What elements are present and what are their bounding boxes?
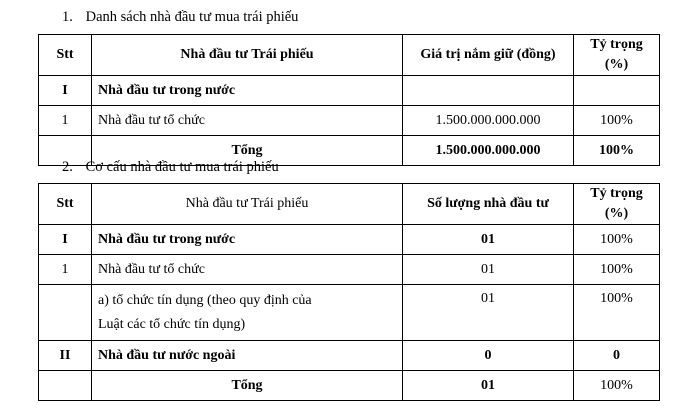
header-investor: Nhà đầu tư Trái phiếu [92, 35, 403, 76]
total-label: Tổng [92, 136, 403, 166]
row-stt: II [39, 341, 92, 371]
row-stt: I [39, 225, 92, 255]
row-stt: I [39, 76, 92, 106]
row-investor: Nhà đầu tư nước ngoài [92, 341, 403, 371]
row-investor-line: Luật các tổ chức tín dụng) [98, 317, 246, 332]
section-2-heading [62, 158, 279, 176]
header-investor: Nhà đầu tư Trái phiếu [92, 184, 403, 225]
row-ratio: 100% [574, 106, 660, 136]
header-count: Số lượng nhà đầu tư [403, 184, 574, 225]
row-ratio [574, 76, 660, 106]
row-investor: Nhà đầu tư trong nước [92, 225, 403, 255]
table-row [39, 225, 660, 255]
row-ratio: 100% [574, 225, 660, 255]
total-count: 01 [403, 371, 574, 401]
row-investor: Nhà đầu tư tổ chức [92, 255, 403, 285]
header-value: Giá trị nắm giữ (đồng) [403, 35, 574, 76]
row-count: 01 [403, 285, 574, 341]
row-stt: 1 [39, 255, 92, 285]
row-count: 01 [403, 255, 574, 285]
total-label: Tổng [92, 371, 403, 401]
row-investor [92, 285, 403, 341]
total-stt-cell [39, 371, 92, 401]
row-ratio: 100% [574, 255, 660, 285]
row-investor: Nhà đầu tư tổ chức [92, 106, 403, 136]
row-count: 0 [403, 341, 574, 371]
row-ratio: 0 [574, 341, 660, 371]
table-row [39, 106, 660, 136]
row-investor: Nhà đầu tư trong nước [92, 76, 403, 106]
total-ratio: 100% [574, 371, 660, 401]
header-ratio: Tỷ trọng (%) [574, 35, 660, 76]
row-stt: 1 [39, 106, 92, 136]
section-1-number: 1. [62, 9, 73, 25]
row-value [403, 76, 574, 106]
table-row [39, 341, 660, 371]
table-row [39, 76, 660, 106]
section-2-title: Cơ cấu nhà đầu tư mua trái phiếu [85, 159, 279, 175]
header-stt: Stt [39, 35, 92, 76]
row-investor-line: a) tổ chức tín dụng (theo quy định của [98, 293, 312, 308]
investor-structure-table [38, 183, 660, 401]
section-2-number: 2. [62, 159, 73, 175]
total-value: 1.500.000.000.000 [403, 136, 574, 166]
row-stt [39, 285, 92, 341]
table-row [39, 285, 660, 341]
investor-list-table [38, 34, 660, 166]
row-value: 1.500.000.000.000 [403, 106, 574, 136]
row-ratio: 100% [574, 285, 660, 341]
row-count: 01 [403, 225, 574, 255]
table-header-row [39, 184, 660, 225]
total-row [39, 371, 660, 401]
header-ratio: Tỷ trọng (%) [574, 184, 660, 225]
total-ratio: 100% [574, 136, 660, 166]
header-stt: Stt [39, 184, 92, 225]
section-1-title: Danh sách nhà đầu tư mua trái phiếu [85, 9, 299, 25]
table-row [39, 255, 660, 285]
section-1-heading [62, 8, 298, 26]
table-header-row [39, 35, 660, 76]
